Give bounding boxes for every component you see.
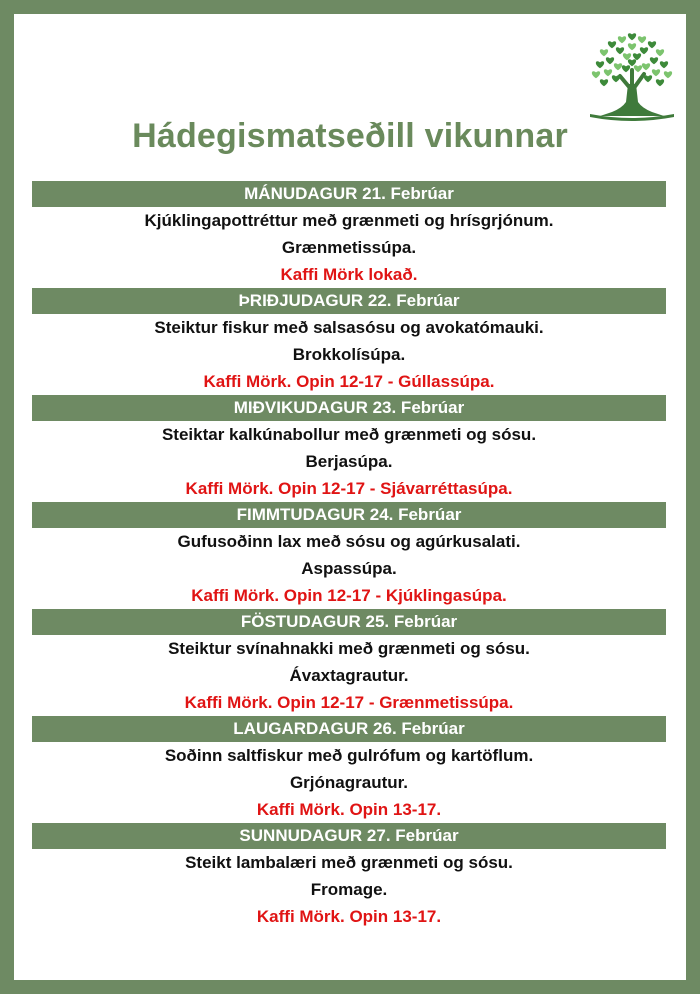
page-title: Hádegismatseðill vikunnar	[132, 117, 568, 155]
soup: Fromage.	[310, 880, 388, 899]
main-dish: Gufusoðinn lax með sósu og agúrkusalati.	[177, 532, 521, 551]
leaf-icon	[614, 63, 622, 70]
cafe-notice: Kaffi Mörk. Opin 12-17 - Grænmetissúpa.	[184, 693, 514, 712]
leaf-icon	[650, 57, 658, 64]
weekly-menu	[32, 181, 666, 930]
tree-logo-icon	[582, 26, 682, 126]
leaf-icon	[634, 65, 642, 72]
leaf-icon	[640, 47, 648, 54]
cafe-notice: Kaffi Mörk. Opin 12-17 - Gúllassúpa.	[203, 372, 495, 391]
soup: Berjasúpa.	[305, 452, 393, 471]
cafe-notice: Kaffi Mörk. Opin 12-17 - Sjávarréttasúpa.	[185, 479, 513, 498]
main-dish: Steikt lambalæri með grænmeti og sósu.	[185, 853, 513, 872]
day-header: SUNNUDAGUR 27. Febrúar	[32, 823, 666, 849]
leaf-icon	[652, 69, 660, 76]
leaf-icon	[600, 49, 608, 56]
leaf-icon	[660, 61, 668, 68]
soup: Aspassúpa.	[301, 559, 397, 578]
leaf-icon	[596, 61, 604, 68]
leaf-icon	[592, 71, 600, 78]
leaf-icon	[664, 71, 672, 78]
cafe-notice: Kaffi Mörk. Opin 12-17 - Kjúklingasúpa.	[191, 586, 507, 605]
main-dish: Steiktar kalkúnabollur með grænmeti og sósu.	[161, 425, 537, 444]
soup: Ávaxtagrautur.	[289, 666, 409, 685]
cafe-notice: Kaffi Mörk. Opin 13-17.	[256, 800, 442, 819]
day-section-friday	[32, 609, 666, 716]
leaf-icon	[616, 47, 624, 54]
leaf-icon	[604, 69, 612, 76]
day-section-saturday	[32, 716, 666, 823]
cafe-notice: Kaffi Mörk lokað.	[280, 265, 418, 284]
day-header: MIÐVIKUDAGUR 23. Febrúar	[32, 395, 666, 421]
leaf-icon	[628, 43, 636, 50]
leaf-icon	[608, 41, 616, 48]
main-dish: Soðinn saltfiskur með gulrófum og kartöflum.	[164, 746, 534, 765]
day-header: FIMMTUDAGUR 24. Febrúar	[32, 502, 666, 528]
day-section-thursday	[32, 502, 666, 609]
leaf-icon	[618, 36, 626, 43]
leaf-icon	[656, 49, 664, 56]
day-header: LAUGARDAGUR 26. Febrúar	[32, 716, 666, 742]
menu-page	[14, 14, 686, 980]
leaf-icon	[622, 65, 630, 72]
soup: Brokkolísúpa.	[292, 345, 406, 364]
soup: Grjónagrautur.	[289, 773, 409, 792]
leaf-icon	[628, 59, 636, 66]
leaf-icon	[656, 79, 664, 86]
main-dish: Steiktur fiskur með salsasósu og avokatómauki.	[154, 318, 544, 337]
leaf-icon	[638, 36, 646, 43]
leaf-icon	[648, 41, 656, 48]
main-dish: Steiktur svínahnakki með grænmeti og sósu.	[168, 639, 530, 658]
leaf-icon	[612, 75, 620, 82]
soup: Grænmetissúpa.	[281, 238, 417, 257]
leaf-icon	[633, 53, 641, 60]
day-header: ÞRIÐJUDAGUR 22. Febrúar	[32, 288, 666, 314]
leaf-icon	[644, 75, 652, 82]
leaf-icon	[628, 33, 636, 40]
leaf-icon	[606, 57, 614, 64]
leaf-icon	[642, 63, 650, 70]
day-header: FÖSTUDAGUR 25. Febrúar	[32, 609, 666, 635]
day-section-sunday	[32, 823, 666, 930]
day-section-monday	[32, 181, 666, 288]
leaf-icon	[600, 79, 608, 86]
main-dish: Kjúklingapottréttur með grænmeti og hrísgrjónum.	[144, 211, 554, 230]
day-section-tuesday	[32, 288, 666, 395]
leaf-icon	[623, 53, 631, 60]
cafe-notice: Kaffi Mörk. Opin 13-17.	[256, 907, 442, 926]
day-header: MÁNUDAGUR 21. Febrúar	[32, 181, 666, 207]
day-section-wednesday	[32, 395, 666, 502]
